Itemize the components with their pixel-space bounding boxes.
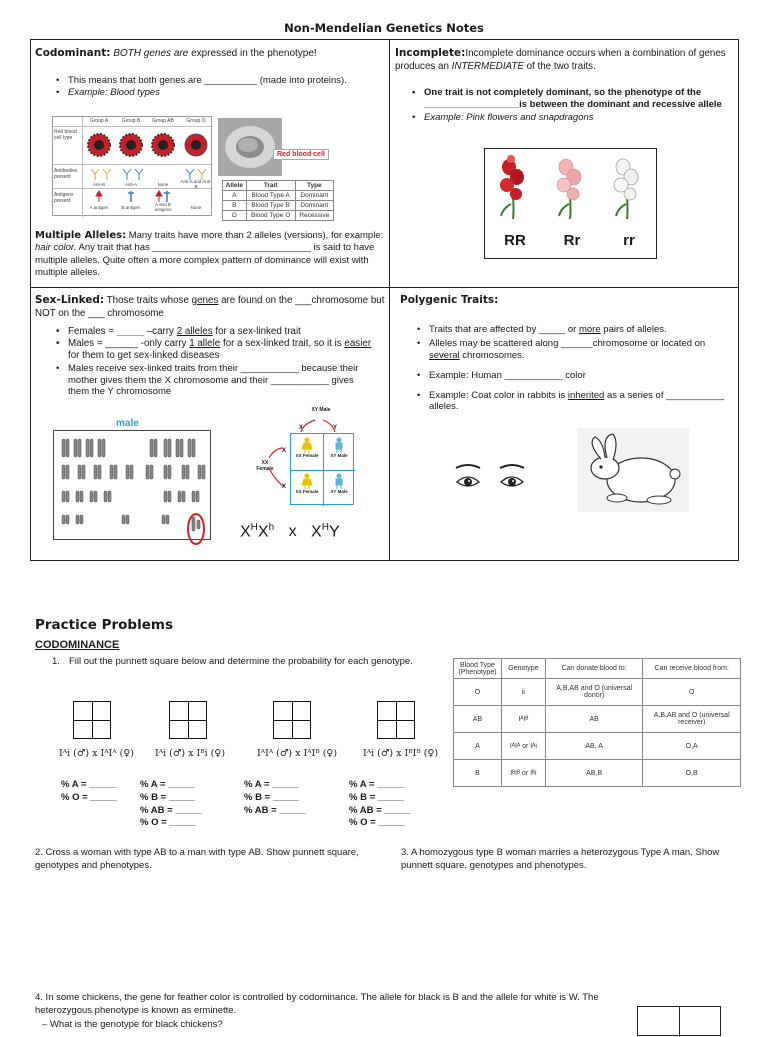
punnett-col-label: X — [299, 425, 304, 431]
chromosome — [150, 465, 153, 479]
chromosome — [108, 491, 111, 502]
rbc-photo — [218, 118, 282, 176]
table-header: Can receive blood from: — [643, 659, 741, 679]
males-bullet — [56, 338, 376, 362]
allele-cell: Dominant — [295, 201, 333, 211]
pct-b: % B = _____ — [140, 791, 196, 803]
pink-flower-icon — [557, 159, 581, 219]
allele-cell: Dominant — [295, 191, 333, 201]
polygenic-bullet — [417, 338, 732, 362]
pct-o: % O = _____ — [349, 817, 405, 829]
pct-block-2 — [140, 779, 202, 830]
chromosome — [74, 439, 77, 457]
chromosome — [76, 515, 79, 524]
pct-b: % B = _____ — [349, 791, 405, 803]
chromosome — [90, 439, 93, 457]
snapdragon-icons — [485, 149, 658, 229]
table-cell: AB,B — [545, 760, 643, 787]
incomplete-bullet: • One trait is not completely dominant, so the phenotype of the __________________is between the dominant and recessive allele — [412, 87, 732, 111]
chromosome — [168, 465, 171, 479]
group-label: Group B — [121, 118, 141, 124]
row-label: Antibodies present — [54, 168, 78, 180]
karyotype-chromosomes — [54, 431, 212, 541]
males-text: Males = ______ -only carry — [68, 338, 187, 350]
table-row — [454, 760, 741, 787]
antigen-label: A and B antigens — [154, 202, 172, 212]
cross-female-sup2: h — [268, 522, 275, 533]
females-text-3: for a sex-linked trait — [215, 326, 301, 337]
chromosome — [82, 465, 85, 479]
question-4a-text: What is the genotype for black chickens? — [49, 1019, 223, 1030]
chromosome — [150, 439, 153, 457]
pct-block-4 — [349, 779, 411, 830]
answer-box[interactable] — [637, 1006, 721, 1036]
chromosome — [198, 465, 201, 479]
table-cell: O,B — [643, 760, 741, 787]
incomplete-heading: Incomplete: — [395, 47, 466, 59]
allele-cell: Recessive — [295, 211, 333, 221]
chromosome — [164, 439, 167, 457]
polygenic-text-2: pairs of alleles. — [603, 324, 667, 335]
multiple-alleles-text-2: Any trait that has ______________________________ is said to have multiple alleles. Quite often a more complex pattern of dominance will exist with multiple alleles. — [35, 242, 375, 279]
polygenic-bullets — [417, 324, 732, 413]
pct-block-1 — [61, 779, 117, 805]
genotype-label: RR — [504, 232, 526, 249]
table-row — [454, 706, 741, 733]
sex-chromosome — [192, 517, 195, 531]
punnett-female-label: XX Female — [256, 460, 274, 472]
inheritance-bullet: • Males receive sex-linked traits from their ___________ because their mother gives them the X chromosome and their ___________ gives them the Y chromosome — [56, 363, 376, 399]
table-cell: IᴬIᴮ — [501, 706, 545, 733]
antigen-icons — [83, 189, 213, 203]
multiple-alleles-heading: Multiple Alleles: — [35, 230, 127, 241]
male-figure-icon — [333, 437, 345, 453]
pct-b: % B = _____ — [244, 791, 300, 803]
cross-female-x1: X — [240, 523, 251, 541]
chromosome — [202, 465, 205, 479]
incomplete-intro-2: of the two traits. — [526, 60, 596, 72]
rbc-ab-icon — [152, 134, 174, 156]
pct-ab: % AB = _____ — [349, 804, 411, 816]
rbc-label: Red blood cell — [273, 149, 329, 160]
females-bullet — [56, 326, 376, 338]
codominant-intro-emph: BOTH genes are — [113, 48, 189, 59]
chromosome — [180, 439, 183, 457]
xy-highlight-circle — [188, 514, 204, 544]
allele-cell: O — [223, 211, 247, 221]
karyotype-label: male — [116, 418, 139, 429]
cross-male-sup: H — [321, 522, 329, 533]
chromosome — [66, 491, 69, 502]
punnett-square-3[interactable] — [273, 701, 311, 739]
page-title: Non-Mendelian Genetics Notes — [284, 21, 484, 35]
antigen-label: B antigen — [121, 205, 141, 210]
pct-a: % A = _____ — [349, 779, 404, 790]
pct-o: % O = _____ — [61, 791, 117, 803]
snapdragon-figure — [484, 148, 657, 259]
white-flower-icon — [614, 159, 638, 219]
chromosome — [62, 515, 65, 524]
incomplete-bullets — [412, 87, 732, 124]
polygenic-heading: Polygenic Traits: — [400, 294, 499, 306]
table-cell: A,B,AB and O (universal receiver) — [643, 706, 741, 733]
polygenic-bullet — [417, 390, 732, 414]
pct-a: % A = _____ — [61, 779, 116, 790]
chromosome — [78, 465, 81, 479]
rbc-o-icon — [185, 134, 207, 156]
incomplete-intro: Incomplete dominance occurs when a combination of genes produces an — [395, 48, 726, 72]
pct-ab: % AB = _____ — [244, 804, 306, 816]
chromosome — [182, 465, 185, 479]
punnett-square-2[interactable] — [169, 701, 207, 739]
female-figure-icon — [301, 473, 313, 489]
chromosome — [126, 515, 129, 524]
allele-header: Type — [295, 181, 333, 191]
allele-header: Trait — [246, 181, 295, 191]
chromosome — [154, 439, 157, 457]
punnett-square-4[interactable] — [377, 701, 415, 739]
table-cell: A — [454, 733, 502, 760]
punnett-cell-label: XX Female — [295, 453, 319, 458]
punnett-cell-label: XY Male — [330, 453, 348, 458]
chromosome — [78, 439, 81, 457]
question-2: 2. Cross a woman with type AB to a man with type AB. Show punnett square, genotypes and phenotypes. — [35, 847, 359, 872]
chromosome — [98, 439, 101, 457]
cross-male-x: X — [311, 523, 322, 541]
question-4a: – What is the genotype for black chickens? — [42, 1019, 223, 1030]
chromosome — [90, 491, 93, 502]
multiple-alleles-text: Many traits have more than 2 alleles (versions), for example: — [128, 230, 384, 241]
multiple-alleles-section — [35, 229, 385, 279]
rbc-a-icon — [88, 134, 110, 156]
table-row — [454, 679, 741, 706]
chromosome — [94, 491, 97, 502]
chromosome — [146, 465, 149, 479]
chromosome — [122, 515, 125, 524]
table-header: Genotype — [501, 659, 545, 679]
sex-linked-bullets — [56, 326, 376, 398]
chromosome — [104, 491, 107, 502]
chromosome — [76, 491, 79, 502]
sex-linked-cross — [240, 522, 340, 541]
codominant-heading: Codominant: — [35, 47, 111, 59]
genotype-label: rr — [623, 232, 635, 249]
chromosome — [66, 515, 69, 524]
table-cell: IᴮIᴮ or Iᴮi — [501, 760, 545, 787]
chromosome — [192, 491, 195, 502]
antibody-label: Anti-A — [124, 182, 138, 187]
antigen-label: A antigen — [89, 205, 109, 210]
chromosome — [66, 465, 69, 479]
chromosome — [130, 465, 133, 479]
table-cell: O — [454, 679, 502, 706]
males-easier: easier — [344, 338, 372, 350]
table-cell: AB — [545, 706, 643, 733]
rabbit-icon — [577, 428, 689, 512]
females-text: Females = — [68, 326, 115, 337]
chromosome — [168, 439, 171, 457]
blood-donation-table — [453, 658, 741, 787]
pct-block-3 — [244, 779, 306, 817]
rabbit-figure — [577, 428, 689, 512]
chromosome — [126, 465, 129, 479]
table-cell: B — [454, 760, 502, 787]
codominant-example: • Example: Blood types — [56, 87, 386, 99]
cross-symbol: x — [288, 523, 297, 541]
incomplete-section — [395, 47, 735, 74]
codominant-bullet: • This means that both genes are __________ (made into proteins). — [56, 75, 386, 87]
chromosome — [164, 491, 167, 502]
punnett-grid — [290, 433, 354, 505]
allele-cell: B — [223, 201, 247, 211]
grid-vertical-divider — [389, 39, 390, 561]
polygenic-bullet: • Example: Human ___________ color — [417, 370, 732, 382]
sex-punnett — [255, 408, 355, 518]
chromosome — [164, 465, 167, 479]
punnett-cell-label: XX Female — [295, 489, 319, 494]
antibody-label: Anti-B — [92, 182, 106, 187]
cross-label-3: IᴬIᴬ (♂) x IᴬIᴮ (♀) — [257, 748, 338, 759]
chromosome — [110, 465, 113, 479]
question-1-number: 1. — [52, 656, 60, 667]
question-1: Fill out the punnett square below and determine the probability for each genotype. — [69, 656, 413, 667]
punnett-row-label: X — [282, 484, 287, 490]
codominant-section — [35, 47, 385, 61]
allele-table — [222, 180, 334, 221]
chromosome — [186, 465, 189, 479]
multiple-alleles-example: hair color. — [35, 242, 77, 254]
polygenic-more: more — [578, 324, 601, 335]
allele-cell: Blood Type A — [246, 191, 295, 201]
rbc-b-icon — [120, 134, 142, 156]
allele-cell: A — [223, 191, 247, 201]
polygenic-several: several — [429, 349, 460, 361]
table-cell: O — [643, 679, 741, 706]
polygenic-text-4: chromosomes. — [462, 349, 525, 361]
cross-label-1: Iᴬi (♂) x IᴬIᴬ (♀) — [59, 748, 134, 759]
allele-cell: Blood Type B — [246, 201, 295, 211]
chromosome — [188, 439, 191, 457]
punnett-male-label: XY Male — [311, 407, 331, 413]
question-4: 4. In some chickens, the gene for feather color is controlled by codominance. The allele for black is B and the allele for white is W. The heterozygous phenotype is known as erminette. — [35, 992, 599, 1017]
table-cell: AB, A — [545, 733, 643, 760]
cross-label-2: Iᴬi (♂) x Iᴮi (♀) — [155, 748, 226, 759]
chromosome — [182, 491, 185, 502]
table-cell: ii — [501, 679, 545, 706]
sex-linked-section — [35, 294, 385, 320]
chromosome — [102, 439, 105, 457]
pct-a: % A = _____ — [140, 779, 195, 790]
cross-male-y: Y — [328, 523, 340, 541]
chromosome — [94, 465, 97, 479]
males-text-3: for them to get sex-linked diseases — [68, 350, 220, 362]
allele-header: Allele — [223, 181, 247, 191]
red-flower-icon — [500, 155, 524, 219]
table-row — [454, 733, 741, 760]
grid-horizontal-divider — [30, 287, 739, 288]
cross-female-sup1: H — [250, 522, 258, 533]
chromosome — [192, 439, 195, 457]
genotype-label: Rr — [563, 232, 581, 249]
sex-linked-text-2: are found on the ___chromosome but NOT on the ___ chromosome — [35, 295, 385, 319]
chromosome — [178, 491, 181, 502]
cross-label-4: Iᴬi (♂) x IᴮIᴮ (♀) — [363, 748, 439, 759]
punnett-row-label: X — [282, 448, 287, 454]
females-text-2: –carry — [146, 326, 174, 337]
chromosome — [80, 491, 83, 502]
codominance-subheading: CODOMINANCE — [35, 639, 120, 651]
chromosome — [176, 439, 179, 457]
antibody-label: Anti-A and Anti-B — [180, 179, 212, 189]
question-3: 3. A homozygous type B woman marries a heterozygous Type A man. Show punnett square, genotypes and phenotypes. — [401, 847, 720, 872]
punnett-cell-label: XY Male — [330, 489, 348, 494]
chromosome — [162, 515, 165, 524]
eyes-icon — [454, 462, 528, 496]
karyotype-figure — [53, 418, 211, 540]
sex-chromosome — [197, 520, 200, 529]
chromosome — [98, 465, 101, 479]
pct-ab: % AB = _____ — [140, 804, 202, 816]
polygenic-text: Traits that are affected by _____ or — [429, 324, 577, 335]
codominant-intro: expressed in the phenotype! — [191, 48, 317, 59]
sex-linked-genes: genes — [191, 295, 219, 306]
table-cell: A,B,AB and O (universal donor) — [545, 679, 643, 706]
chromosome — [62, 439, 65, 457]
antibody-label: None — [157, 182, 169, 187]
table-cell: IᴬIᴬ or Iᴬi — [501, 733, 545, 760]
pct-a: % A = _____ — [244, 779, 299, 790]
rbc-icons — [83, 127, 213, 163]
row-label: Antigens present — [54, 192, 74, 204]
incomplete-intro-emph: INTERMEDIATE — [451, 60, 524, 72]
practice-heading: Practice Problems — [35, 617, 173, 633]
chromosome — [168, 491, 171, 502]
sex-linked-text: Those traits whose — [106, 295, 189, 306]
row-label: Red blood cell type — [54, 129, 77, 141]
polygenic-text-5: Example: Coat color in rabbits is — [429, 389, 566, 401]
incomplete-example: • Example: Pink flowers and snapdragons — [412, 112, 732, 124]
chromosome — [86, 439, 89, 457]
chromosome — [80, 515, 83, 524]
table-header: Can donate blood to: — [545, 659, 643, 679]
polygenic-bullet — [417, 324, 732, 336]
table-cell: AB — [454, 706, 502, 733]
table-cell: O,A — [643, 733, 741, 760]
punnett-square-1[interactable] — [73, 701, 111, 739]
polygenic-inherited: inherited — [567, 389, 605, 401]
chromosome — [66, 439, 69, 457]
polygenic-text-3: Alleles may be scattered along ______chromosome or located on — [429, 337, 706, 349]
females-two-alleles: 2 alleles — [176, 326, 213, 337]
female-figure-icon — [301, 437, 313, 453]
group-label: Group O — [186, 118, 206, 124]
cross-female-x2: X — [257, 523, 269, 541]
chromosome — [62, 491, 65, 502]
rbc-photo-icon — [218, 118, 282, 176]
chromosome — [62, 465, 65, 479]
table-header: Blood Type (Phenotype) — [454, 659, 502, 679]
males-text-2: for a sex-linked trait, so it is — [222, 338, 342, 350]
group-label: Group A — [89, 118, 109, 124]
pct-o: % O = _____ — [140, 817, 196, 829]
antigen-label: None — [190, 205, 202, 210]
polygenic-text-6: as a series of ___________ alleles. — [429, 389, 725, 413]
punnett-col-label: Y — [333, 425, 338, 431]
females-blank: _____ — [116, 326, 144, 337]
chromosome — [196, 491, 199, 502]
chromosome — [114, 465, 117, 479]
chromosome — [166, 515, 169, 524]
group-label: Group AB — [152, 118, 174, 124]
blood-type-diagram — [52, 116, 212, 216]
males-one-allele: 1 allele — [189, 338, 221, 350]
codominant-bullets — [56, 75, 386, 99]
allele-cell: Blood Type O — [246, 211, 295, 221]
sex-linked-heading: Sex-Linked: — [35, 294, 105, 306]
male-figure-icon — [333, 473, 345, 489]
